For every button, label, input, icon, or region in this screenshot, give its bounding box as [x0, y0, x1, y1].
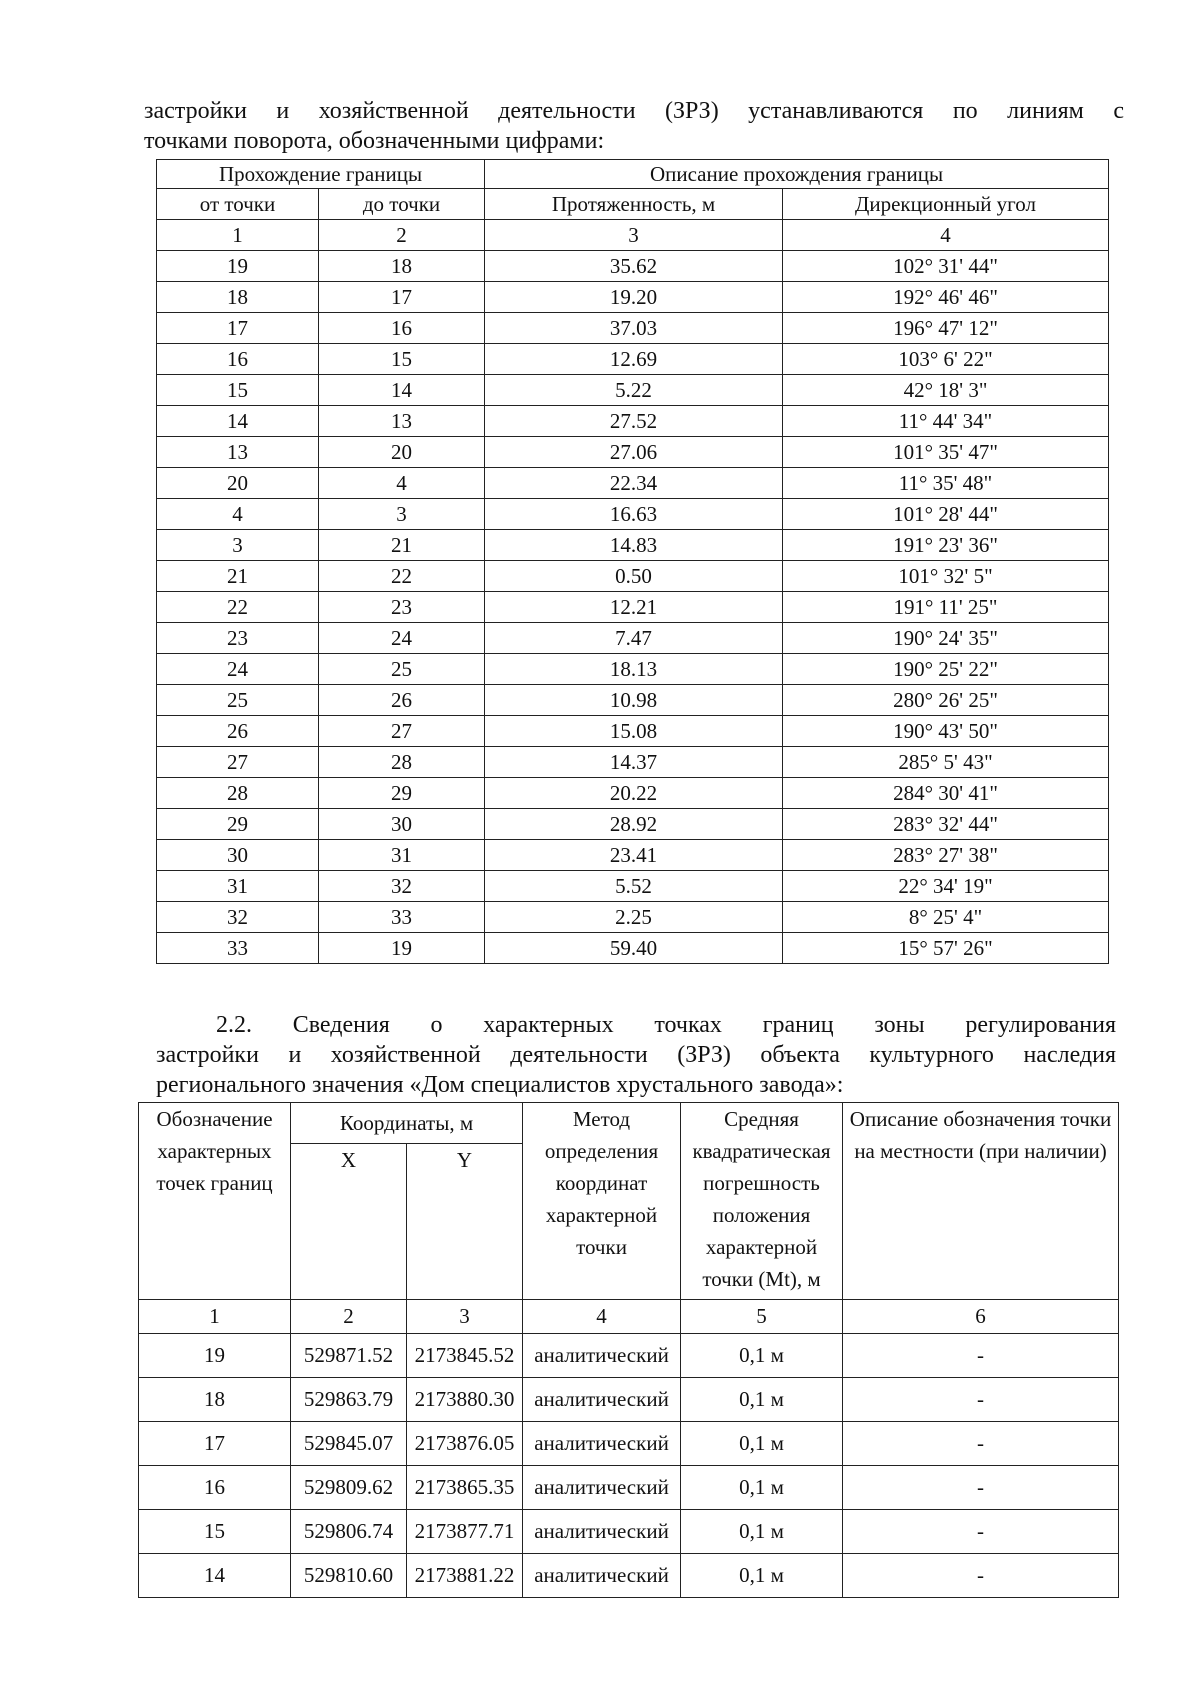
table-row [157, 437, 1109, 468]
cell-from-point: 15 [157, 375, 319, 406]
header-mean-error: Средняя квадратическая погрешность положения характерной точки (Mt), м [681, 1103, 843, 1300]
cell-to-point: 25 [319, 654, 485, 685]
cell-description: - [843, 1510, 1119, 1554]
cell-length: 16.63 [485, 499, 783, 530]
header-length: Протяженность, м [485, 189, 783, 220]
cell-to-point: 31 [319, 840, 485, 871]
table-row [157, 530, 1109, 561]
cell-method: аналитический [523, 1554, 681, 1598]
cell-to-point: 3 [319, 499, 485, 530]
table-row [157, 592, 1109, 623]
cell-from-point: 4 [157, 499, 319, 530]
table-row [157, 778, 1109, 809]
cell-length: 27.52 [485, 406, 783, 437]
cell-point-id: 17 [139, 1422, 291, 1466]
cell-length: 19.20 [485, 282, 783, 313]
cell-length: 15.08 [485, 716, 783, 747]
cell-method: аналитический [523, 1378, 681, 1422]
cell-from-point: 14 [157, 406, 319, 437]
table-row [139, 1510, 1119, 1554]
cell-direction-angle: 11° 35' 48" [783, 468, 1109, 499]
cell-from-point: 30 [157, 840, 319, 871]
cell-description: - [843, 1422, 1119, 1466]
table-row [157, 282, 1109, 313]
cell-to-point: 17 [319, 282, 485, 313]
cell-length: 27.06 [485, 437, 783, 468]
cell-direction-angle: 102° 31' 44" [783, 251, 1109, 282]
cell-length: 7.47 [485, 623, 783, 654]
cell-length: 37.03 [485, 313, 783, 344]
cell-to-point: 30 [319, 809, 485, 840]
cell-method: аналитический [523, 1422, 681, 1466]
header-from-point: от точки [157, 189, 319, 220]
cell-from-point: 16 [157, 344, 319, 375]
column-number: 4 [523, 1300, 681, 1334]
cell-from-point: 19 [157, 251, 319, 282]
table-row [139, 1334, 1119, 1378]
table-row [157, 902, 1109, 933]
cell-length: 12.21 [485, 592, 783, 623]
cell-direction-angle: 22° 34' 19" [783, 871, 1109, 902]
cell-direction-angle: 101° 32' 5" [783, 561, 1109, 592]
cell-direction-angle: 190° 43' 50" [783, 716, 1109, 747]
column-number: 6 [843, 1300, 1119, 1334]
cell-direction-angle: 280° 26' 25" [783, 685, 1109, 716]
cell-from-point: 27 [157, 747, 319, 778]
table-row [157, 654, 1109, 685]
cell-from-point: 17 [157, 313, 319, 344]
cell-direction-angle: 284° 30' 41" [783, 778, 1109, 809]
table-row [157, 933, 1109, 964]
table-row [157, 375, 1109, 406]
table-row [157, 406, 1109, 437]
characteristic-points-table [138, 1102, 1119, 1598]
cell-length: 18.13 [485, 654, 783, 685]
header-point-description: Описание обозначения точки на местности (при наличии) [843, 1103, 1119, 1300]
cell-y: 2173865.35 [407, 1466, 523, 1510]
cell-from-point: 25 [157, 685, 319, 716]
cell-point-id: 19 [139, 1334, 291, 1378]
intro-line: точками поворота, обозначенными цифрами: [144, 128, 605, 154]
header-x: X [291, 1144, 407, 1300]
cell-from-point: 18 [157, 282, 319, 313]
header-direction-angle: Дирекционный угол [783, 189, 1109, 220]
cell-direction-angle: 191° 23' 36" [783, 530, 1109, 561]
cell-x: 529845.07 [291, 1422, 407, 1466]
cell-x: 529810.60 [291, 1554, 407, 1598]
cell-mean-error: 0,1 м [681, 1554, 843, 1598]
cell-direction-angle: 8° 25' 4" [783, 902, 1109, 933]
table-row [157, 809, 1109, 840]
cell-to-point: 32 [319, 871, 485, 902]
cell-from-point: 33 [157, 933, 319, 964]
cell-direction-angle: 191° 11' 25" [783, 592, 1109, 623]
header-coordinates: Координаты, м [291, 1103, 523, 1144]
column-number: 3 [485, 220, 783, 251]
column-number: 1 [139, 1300, 291, 1334]
cell-to-point: 19 [319, 933, 485, 964]
cell-direction-angle: 103° 6' 22" [783, 344, 1109, 375]
cell-length: 5.52 [485, 871, 783, 902]
cell-point-id: 14 [139, 1554, 291, 1598]
cell-to-point: 13 [319, 406, 485, 437]
cell-from-point: 26 [157, 716, 319, 747]
column-number: 1 [157, 220, 319, 251]
cell-direction-angle: 283° 32' 44" [783, 809, 1109, 840]
cell-to-point: 23 [319, 592, 485, 623]
cell-mean-error: 0,1 м [681, 1466, 843, 1510]
cell-to-point: 21 [319, 530, 485, 561]
cell-description: - [843, 1378, 1119, 1422]
cell-length: 20.22 [485, 778, 783, 809]
cell-method: аналитический [523, 1334, 681, 1378]
cell-direction-angle: 190° 25' 22" [783, 654, 1109, 685]
cell-y: 2173876.05 [407, 1422, 523, 1466]
cell-to-point: 24 [319, 623, 485, 654]
cell-to-point: 14 [319, 375, 485, 406]
column-number: 2 [291, 1300, 407, 1334]
column-number: 4 [783, 220, 1109, 251]
cell-y: 2173881.22 [407, 1554, 523, 1598]
cell-length: 23.41 [485, 840, 783, 871]
table-row [157, 468, 1109, 499]
section-line: 2.2. Сведения о характерных точках границ зоны регулирования [216, 1012, 1116, 1038]
section-line: застройки и хозяйственной деятельности (ЗРЗ) объекта культурного наследия [156, 1042, 1116, 1068]
cell-description: - [843, 1466, 1119, 1510]
table-row [157, 623, 1109, 654]
cell-direction-angle: 285° 5' 43" [783, 747, 1109, 778]
table-row [157, 344, 1109, 375]
cell-direction-angle: 15° 57' 26" [783, 933, 1109, 964]
table-row [157, 871, 1109, 902]
cell-length: 59.40 [485, 933, 783, 964]
table-row [139, 1554, 1119, 1598]
cell-direction-angle: 11° 44' 34" [783, 406, 1109, 437]
cell-to-point: 22 [319, 561, 485, 592]
cell-to-point: 16 [319, 313, 485, 344]
cell-mean-error: 0,1 м [681, 1334, 843, 1378]
cell-mean-error: 0,1 м [681, 1510, 843, 1554]
cell-y: 2173880.30 [407, 1378, 523, 1422]
cell-y: 2173877.71 [407, 1510, 523, 1554]
table-row [139, 1422, 1119, 1466]
header-method: Метод определения координат характерной точки [523, 1103, 681, 1300]
cell-to-point: 27 [319, 716, 485, 747]
cell-from-point: 22 [157, 592, 319, 623]
table-row [157, 499, 1109, 530]
header-to-point: до точки [319, 189, 485, 220]
section-2-2-paragraph [156, 1010, 1116, 1100]
cell-length: 12.69 [485, 344, 783, 375]
cell-description: - [843, 1334, 1119, 1378]
intro-paragraph [144, 96, 1124, 156]
cell-mean-error: 0,1 м [681, 1378, 843, 1422]
cell-direction-angle: 192° 46' 46" [783, 282, 1109, 313]
cell-direction-angle: 190° 24' 35" [783, 623, 1109, 654]
header-y: Y [407, 1144, 523, 1300]
table-row [157, 313, 1109, 344]
cell-from-point: 23 [157, 623, 319, 654]
cell-x: 529863.79 [291, 1378, 407, 1422]
cell-to-point: 18 [319, 251, 485, 282]
cell-to-point: 20 [319, 437, 485, 468]
cell-from-point: 28 [157, 778, 319, 809]
table-row [157, 685, 1109, 716]
table-row [157, 251, 1109, 282]
table-row [157, 747, 1109, 778]
cell-from-point: 32 [157, 902, 319, 933]
header-point-designation: Обозначение характерных точек границ [139, 1103, 291, 1300]
cell-to-point: 29 [319, 778, 485, 809]
cell-from-point: 13 [157, 437, 319, 468]
cell-length: 14.83 [485, 530, 783, 561]
cell-from-point: 24 [157, 654, 319, 685]
cell-length: 22.34 [485, 468, 783, 499]
column-number: 2 [319, 220, 485, 251]
header-boundary-description: Описание прохождения границы [485, 160, 1109, 189]
cell-length: 10.98 [485, 685, 783, 716]
cell-length: 35.62 [485, 251, 783, 282]
cell-from-point: 20 [157, 468, 319, 499]
cell-x: 529806.74 [291, 1510, 407, 1554]
header-boundary-passage: Прохождение границы [157, 160, 485, 189]
table-row [157, 840, 1109, 871]
cell-from-point: 31 [157, 871, 319, 902]
cell-from-point: 3 [157, 530, 319, 561]
cell-length: 2.25 [485, 902, 783, 933]
cell-direction-angle: 283° 27' 38" [783, 840, 1109, 871]
table-row [157, 716, 1109, 747]
cell-x: 529809.62 [291, 1466, 407, 1510]
cell-point-id: 18 [139, 1378, 291, 1422]
cell-to-point: 28 [319, 747, 485, 778]
cell-direction-angle: 101° 28' 44" [783, 499, 1109, 530]
cell-description: - [843, 1554, 1119, 1598]
cell-method: аналитический [523, 1466, 681, 1510]
cell-to-point: 26 [319, 685, 485, 716]
column-number: 3 [407, 1300, 523, 1334]
cell-from-point: 29 [157, 809, 319, 840]
cell-direction-angle: 42° 18' 3" [783, 375, 1109, 406]
table-row [157, 561, 1109, 592]
cell-direction-angle: 196° 47' 12" [783, 313, 1109, 344]
column-number: 5 [681, 1300, 843, 1334]
cell-to-point: 33 [319, 902, 485, 933]
table-row [139, 1466, 1119, 1510]
cell-length: 14.37 [485, 747, 783, 778]
intro-line: застройки и хозяйственной деятельности (ЗРЗ) устанавливаются по линиям с [144, 98, 1124, 124]
cell-point-id: 15 [139, 1510, 291, 1554]
boundary-segments-table [156, 159, 1109, 964]
cell-point-id: 16 [139, 1466, 291, 1510]
cell-to-point: 4 [319, 468, 485, 499]
section-line: регионального значения «Дом специалистов хрустального завода»: [156, 1072, 844, 1098]
cell-length: 28.92 [485, 809, 783, 840]
cell-length: 5.22 [485, 375, 783, 406]
cell-direction-angle: 101° 35' 47" [783, 437, 1109, 468]
cell-to-point: 15 [319, 344, 485, 375]
cell-y: 2173845.52 [407, 1334, 523, 1378]
cell-x: 529871.52 [291, 1334, 407, 1378]
table-row [139, 1378, 1119, 1422]
cell-mean-error: 0,1 м [681, 1422, 843, 1466]
cell-from-point: 21 [157, 561, 319, 592]
cell-length: 0.50 [485, 561, 783, 592]
cell-method: аналитический [523, 1510, 681, 1554]
